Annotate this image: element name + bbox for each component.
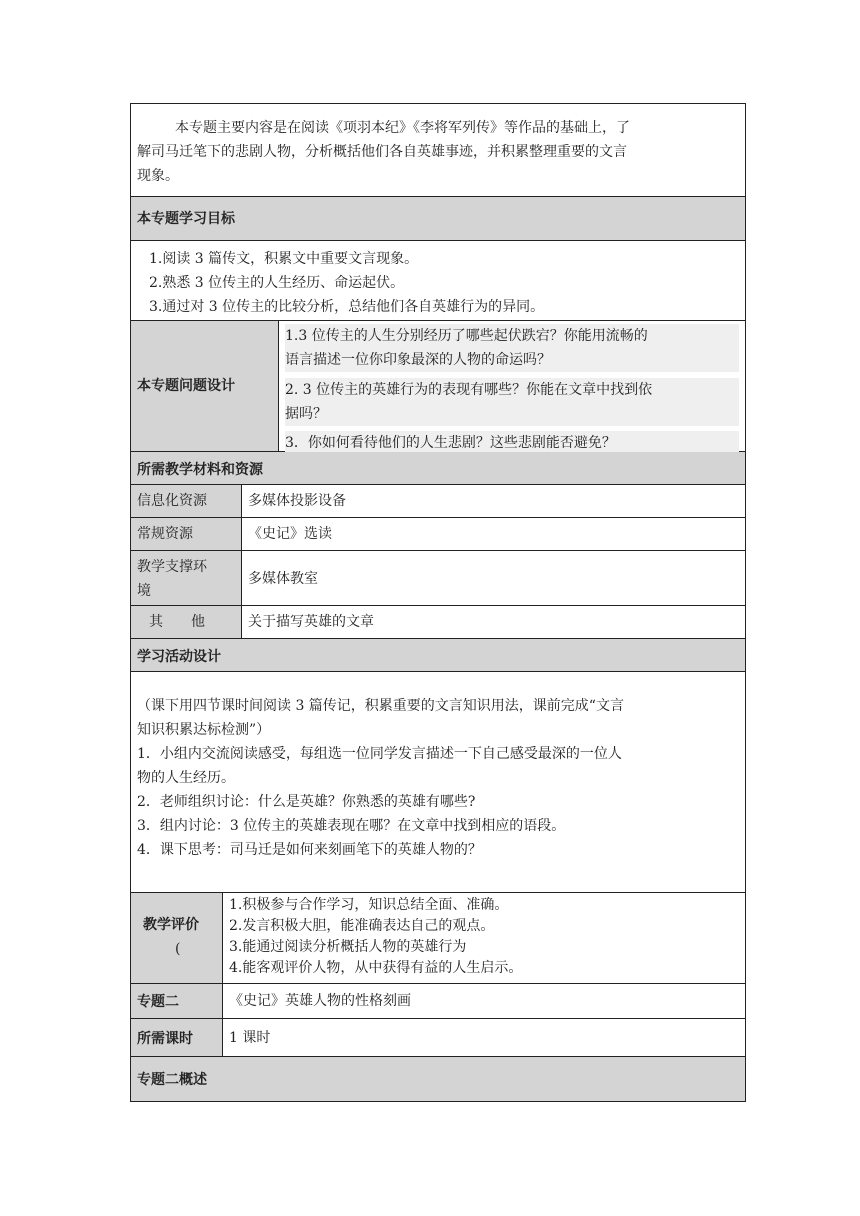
question-line: 3．你如何看待他们的人生悲剧？这些悲剧能否避免？	[285, 435, 616, 451]
question-line: 据吗？	[285, 406, 327, 422]
activity-line: 物的人生经历。	[137, 770, 235, 786]
topic2-value-cell	[223, 984, 745, 1018]
resource-value: 关于描写英雄的文章	[248, 614, 374, 630]
activities-row	[131, 672, 745, 893]
questions-list	[279, 321, 745, 451]
evaluation-label-sub: (	[175, 941, 181, 957]
resource-row	[131, 485, 745, 518]
evaluation-item: 3.能通过阅读分析概括人物的英雄行为	[229, 939, 467, 955]
topic2-label: 专题二	[137, 994, 179, 1010]
question-line: 语言描述一位你印象最深的人物的命运吗？	[285, 352, 551, 368]
resource-row	[131, 518, 745, 551]
questions-label: 本专题问题设计	[137, 378, 235, 394]
hours-label-cell	[131, 1019, 223, 1056]
questions-row	[131, 321, 745, 452]
question-line: 2. 3 位传主的英雄行为的表现有哪些？你能在文章中找到依	[285, 382, 653, 398]
topic2-row	[131, 984, 745, 1019]
activity-line: 知识积累达标检测”）	[137, 722, 271, 738]
resource-label: 常规资源	[137, 526, 193, 542]
resource-value: 《史记》选读	[248, 526, 332, 542]
questions-label-cell	[131, 321, 279, 451]
activity-line: 4．课下思考：司马迁是如何来刻画笔下的英雄人物的？	[137, 842, 482, 858]
resource-value-cell	[242, 518, 745, 550]
activity-line: 1．小组内交流阅读感受，每组选一位同学发言描述一下自己感受最深的一位人	[137, 746, 622, 762]
resource-label-cell	[131, 485, 242, 517]
hours-value-cell	[223, 1019, 745, 1056]
activity-line: 2．老师组织讨论：什么是英雄？你熟悉的英雄有哪些?	[137, 794, 476, 810]
evaluation-list	[223, 893, 745, 983]
question-item	[285, 378, 739, 426]
resources-heading-row	[131, 452, 745, 485]
activity-line: （课下用四节课时间阅读 3 篇传记，积累重要的文言知识用法，课前完成“文言	[137, 698, 624, 714]
resource-value: 多媒体投影设备	[248, 493, 346, 509]
resource-label-cell	[131, 606, 242, 638]
overview-text	[137, 116, 741, 188]
activities-heading: 学习活动设计	[137, 649, 221, 665]
topic2-value: 《史记》英雄人物的性格刻画	[229, 993, 411, 1009]
activity-line: 3．组内讨论：3 位传主的英雄表现在哪？在文章中找到相应的语段。	[137, 818, 566, 834]
topic2-label-cell	[131, 984, 223, 1018]
lesson-plan-table	[130, 103, 746, 1102]
overview-line: 现象。	[137, 168, 179, 184]
evaluation-item: 1.积极参与合作学习，知识总结全面、准确。	[229, 897, 509, 913]
activities-heading-row	[131, 639, 745, 672]
objective-item: 1.阅读 3 篇传文，积累文中重要文言现象。	[149, 251, 419, 267]
resource-label-cell	[131, 551, 242, 605]
resource-value: 多媒体教室	[248, 571, 318, 587]
objectives-heading-row	[131, 197, 745, 241]
resource-label-line: 境	[137, 583, 151, 599]
resources-heading: 所需教学材料和资源	[137, 462, 263, 478]
evaluation-item: 4.能客观评价人物，从中获得有益的人生启示。	[229, 960, 523, 976]
resource-row	[131, 606, 745, 639]
resource-value-cell	[242, 606, 745, 638]
overview-line: 解司马迁笔下的悲剧人物，分析概括他们各自英雄事迹，并积累整理重要的文言	[137, 144, 627, 160]
resource-row	[131, 551, 745, 606]
evaluation-item: 2.发言积极大胆，能准确表达自己的观点。	[229, 918, 495, 934]
resource-label: 信息化资源	[137, 493, 207, 509]
question-item	[285, 324, 739, 372]
objectives-list	[149, 247, 544, 319]
resource-label-cell	[131, 518, 242, 550]
objectives-heading: 本专题学习目标	[137, 211, 235, 227]
resource-label-line: 教学支撑环	[137, 559, 207, 575]
resource-label	[137, 555, 207, 603]
activities-text	[137, 694, 743, 862]
overview-line: 本专题主要内容是在阅读《项羽本纪》《李将军列传》等作品的基础上，了	[175, 120, 630, 136]
evaluation-items	[229, 895, 522, 979]
objectives-row	[131, 241, 745, 321]
evaluation-label-cell	[131, 893, 223, 983]
evaluation-row	[131, 893, 745, 984]
resource-label: 其 他	[149, 614, 205, 630]
hours-row	[131, 1019, 745, 1057]
question-line: 1.3 位传主的人生分别经历了哪些起伏跌宕？你能用流畅的	[285, 328, 648, 344]
hours-value: 1 课时	[229, 1030, 271, 1046]
topic2-overview-heading: 专题二概述	[137, 1072, 207, 1088]
objective-item: 2.熟悉 3 位传主的人生经历、命运起伏。	[149, 275, 405, 291]
evaluation-label: 教学评价	[143, 917, 199, 933]
resource-value-cell	[242, 485, 745, 517]
resource-value-cell	[242, 551, 745, 605]
hours-label: 所需课时	[137, 1031, 193, 1047]
overview-row	[131, 104, 745, 197]
topic2-overview-row	[131, 1057, 745, 1101]
objective-item: 3.通过对 3 位传主的比较分析，总结他们各自英雄行为的异同。	[149, 299, 545, 315]
